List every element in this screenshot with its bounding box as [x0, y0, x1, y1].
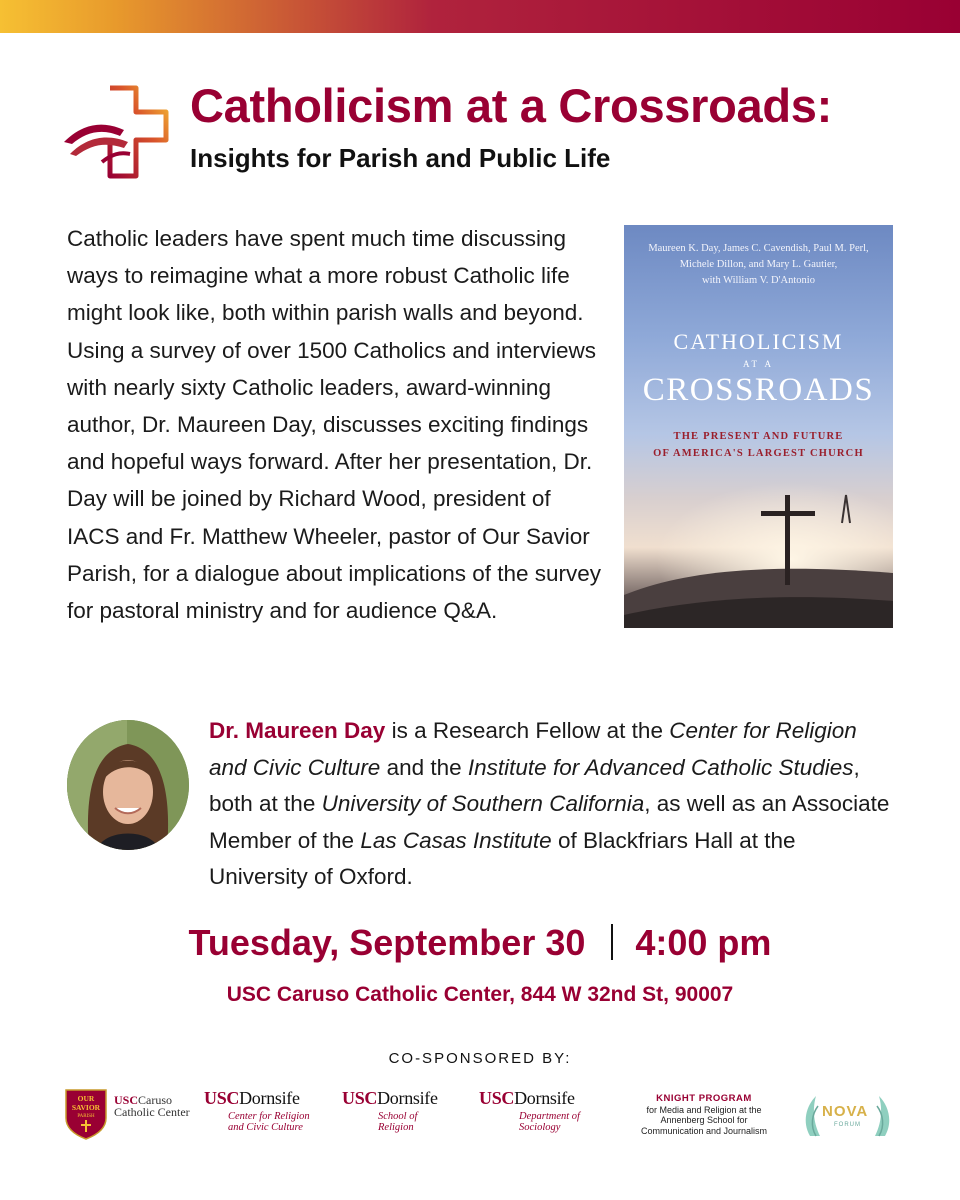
sponsor-knight-program: KNIGHT PROGRAM for Media and Religion at the Annenberg School for Communication and Journalism [640, 1093, 768, 1136]
top-gradient-bar [0, 0, 960, 33]
book-title-line1: CATHOLICISM [673, 329, 844, 354]
speaker-bio: Dr. Maureen Day is a Research Fellow at the Center for Religion and Civic Culture and the Institute for Advanced Catholic Studies, both at the University of Southern California, as well as an Associate Member of the Las Casas Institute of Blackfriars Hall at the University of Oxford. [209, 718, 890, 889]
book-title-line3: CROSSROADS [642, 372, 875, 408]
event-time: 4:00 pm [635, 922, 772, 963]
event-location: USC Caruso Catholic Center, 844 W 32nd St, 90007 [226, 983, 734, 1006]
speaker-name: Dr. Maureen Day [209, 718, 386, 743]
book-subtitle: THE PRESENT AND FUTURE OF AMERICA'S LARGEST CHURCH [653, 431, 864, 459]
sponsor-dornsife-sociology: USCDornsife Department of Sociology [479, 1088, 580, 1133]
book-cover [624, 225, 893, 628]
sponsor-dornsife-religion: USCDornsife School of Religion [342, 1088, 438, 1133]
crest-line-2: SAVIOR [71, 1103, 101, 1112]
portrait-icon [67, 720, 189, 850]
sponsor-dornsife-crcc: USCDornsife Center for Religion and Civic Culture [204, 1088, 310, 1133]
crest-line-1: OUR [77, 1094, 95, 1103]
book-title-line2: AT A [742, 359, 775, 369]
cosponsor-heading: CO-SPONSORED BY: [388, 1050, 572, 1067]
date-time-divider [611, 924, 613, 960]
crest-line-3: PARISH [77, 1114, 95, 1119]
event-date: Tuesday, September 30 [188, 922, 586, 963]
page-title: Catholicism at a Crossroads: [190, 79, 832, 132]
page-subtitle: Insights for Parish and Public Life [190, 143, 611, 173]
cross-on-hill-icon [624, 475, 893, 628]
avatar [67, 720, 189, 850]
parish-crest-icon [64, 1088, 108, 1140]
sponsor-nova-forum: NOVA FORUM [800, 1092, 895, 1140]
book-authors: Maureen K. Day, James C. Cavendish, Paul M. Perl, Michele Dillon, and Mary L. Gautier, with William V. D'Antonio [648, 243, 869, 286]
caruso-label: USCCaruso Catholic Center [114, 1093, 190, 1119]
event-description: Catholic leaders have spent much time discussing ways to reimagine what a more robust Catholic life might look like, both within parish walls and beyond. Using a survey of over 1500 Catholics and interviews with nearly sixty Catholic leaders, award-winning author, Dr. Maureen Day, discusses exciting findings and hopeful ways forward. After her presentation, Dr. Day will be joined by Richard Wood, president of IACS and Fr. Matthew Wheeler, pastor of Our Savior Parish, for a dialogue about implications of the survey for pastoral ministry and for audience Q&A. [67, 226, 602, 624]
event-datetime [0, 922, 960, 964]
sponsor-our-savior-caruso [64, 1088, 190, 1140]
cross-book-icon [62, 84, 174, 180]
